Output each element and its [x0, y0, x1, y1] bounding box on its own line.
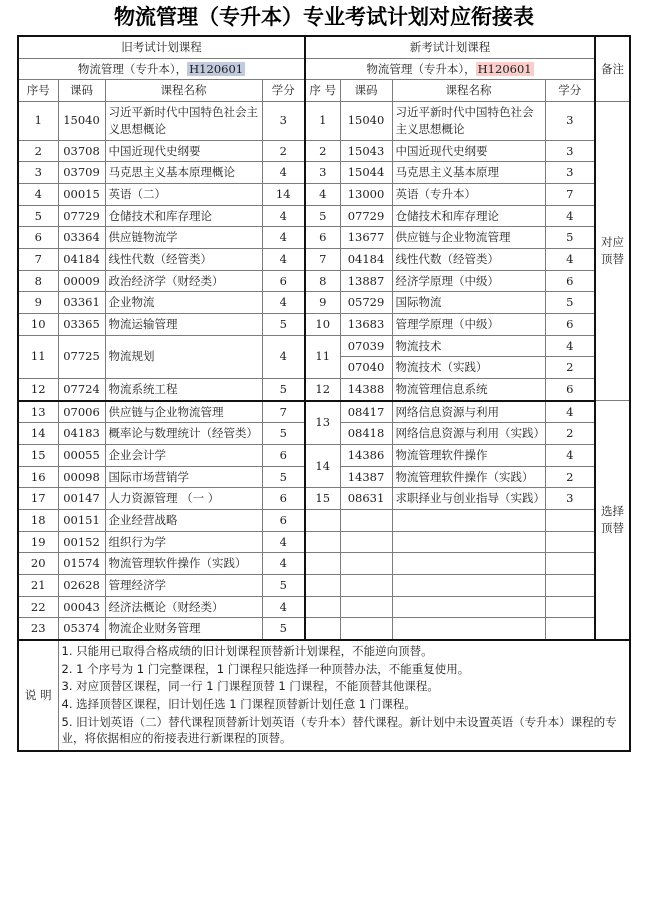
new-credit: 4: [545, 444, 595, 466]
new-name: 物流技术（实践）: [392, 357, 545, 379]
old-name: 习近平新时代中国特色社会主义思想概论: [105, 102, 262, 140]
old-code: 04183: [58, 423, 105, 445]
new-code: [340, 509, 392, 531]
new-name: 英语（专升本）: [392, 183, 545, 205]
old-credit: 6: [262, 444, 305, 466]
table-row: [18, 378, 630, 400]
old-code: 00015: [58, 183, 105, 205]
note-item-4: 4. 选择顶替区课程，旧计划任选 1 门课程顶替新计划任意 1 门课程。: [61, 696, 416, 711]
old-name: 国际市场营销学: [105, 466, 262, 488]
old-seq: 23: [18, 618, 58, 640]
table-row: [18, 140, 630, 162]
old-seq: 18: [18, 509, 58, 531]
old-seq: 6: [18, 227, 58, 249]
old-name: 企业会计学: [105, 444, 262, 466]
old-name: 马克思主义基本原理概论: [105, 162, 262, 184]
old-seq: 15: [18, 444, 58, 466]
old-credit: 4: [262, 531, 305, 553]
new-name: 管理学原理（中级）: [392, 313, 545, 335]
old-code: 15040: [58, 102, 105, 140]
old-code: 03361: [58, 292, 105, 314]
old-credit: 4: [262, 227, 305, 249]
old-name: 组织行为学: [105, 531, 262, 553]
new-plan-code: H120601: [477, 61, 532, 76]
course-articulation-table: [17, 35, 631, 752]
old-credit: 14: [262, 183, 305, 205]
new-name: 供应链与企业物流管理: [392, 227, 545, 249]
table-row: [18, 509, 630, 531]
old-code: 00055: [58, 444, 105, 466]
note-item-2: 2. 1 个序号为 1 门完整课程，1 门课程只能选择一种顶替办法，不能重复使用。: [61, 661, 470, 676]
new-code: 08631: [340, 488, 392, 510]
new-name: 线性代数（经管类）: [392, 248, 545, 270]
old-credit: 5: [262, 313, 305, 335]
old-credit: 5: [262, 423, 305, 445]
old-name: 政治经济学（财经类）: [105, 270, 262, 292]
old-seq: 19: [18, 531, 58, 553]
old-code: 03365: [58, 313, 105, 335]
new-code: 15044: [340, 162, 392, 184]
new-credit: 6: [545, 270, 595, 292]
old-code: 07725: [58, 335, 105, 378]
old-credit: 6: [262, 488, 305, 510]
old-code: 07729: [58, 205, 105, 227]
table-row: [18, 183, 630, 205]
new-credit: [545, 574, 595, 596]
notes-row: [18, 640, 630, 751]
old-name: 物流系统工程: [105, 378, 262, 400]
new-credit: 6: [545, 313, 595, 335]
old-credit: 4: [262, 162, 305, 184]
new-code: 13887: [340, 270, 392, 292]
new-code: [340, 553, 392, 575]
new-credit: 4: [545, 335, 595, 357]
new-credit: 3: [545, 102, 595, 140]
new-credit: 5: [545, 227, 595, 249]
new-name: [392, 596, 545, 618]
old-credit: 5: [262, 618, 305, 640]
old-name: 供应链与企业物流管理: [105, 401, 262, 423]
old-seq: 14: [18, 423, 58, 445]
old-code: 01574: [58, 553, 105, 575]
plan-name-row: [18, 58, 630, 80]
new-credit: [545, 618, 595, 640]
old-seq: 11: [18, 335, 58, 378]
new-code: [340, 596, 392, 618]
new-plan-name: 物流管理（专升本），: [366, 61, 476, 76]
new-seq: [305, 509, 340, 531]
table-row: [18, 292, 630, 314]
new-credit: 2: [545, 357, 595, 379]
new-code: 15043: [340, 140, 392, 162]
new-code: 14388: [340, 378, 392, 400]
old-plan-group-header: 旧考试计划课程: [18, 36, 305, 58]
old-plan-name-cell: [18, 58, 305, 80]
new-code: 05729: [340, 292, 392, 314]
table-row: [18, 248, 630, 270]
group-header-row: [18, 36, 630, 58]
col-header-old-code: 课码: [58, 80, 105, 102]
old-name: 仓储技术和库存理论: [105, 205, 262, 227]
old-credit: 6: [262, 509, 305, 531]
note-item-5: 5. 旧计划英语（二）替代课程顶替新计划英语（专升本）替代课程。新计划中未设置英语（专升本）课程的专业，将依据相应的衔接表进行新课程的顶替。: [61, 714, 617, 746]
col-header-old-credit: 学分: [262, 80, 305, 102]
new-code: 08418: [340, 423, 392, 445]
table-row: [18, 102, 630, 140]
old-name: 供应链物流学: [105, 227, 262, 249]
old-seq: 9: [18, 292, 58, 314]
old-seq: 17: [18, 488, 58, 510]
old-name: 企业物流: [105, 292, 262, 314]
new-code: 07729: [340, 205, 392, 227]
page-title: 物流管理（专升本）专业考试计划对应衔接表: [114, 5, 534, 29]
notes-label: 说 明: [18, 640, 58, 751]
old-code: 07006: [58, 401, 105, 423]
notes-body: [58, 640, 630, 751]
old-code: 00098: [58, 466, 105, 488]
old-name: 人力资源管理 （一 ）: [105, 488, 262, 510]
new-credit: [545, 553, 595, 575]
old-seq: 12: [18, 378, 58, 400]
old-seq: 8: [18, 270, 58, 292]
table-row: [18, 205, 630, 227]
new-name: 中国近现代史纲要: [392, 140, 545, 162]
old-code: 07724: [58, 378, 105, 400]
new-credit: 3: [545, 488, 595, 510]
new-code: 04184: [340, 248, 392, 270]
old-seq: 21: [18, 574, 58, 596]
new-code: [340, 574, 392, 596]
remark-column-header: 备注: [595, 36, 630, 102]
table-row: [18, 553, 630, 575]
new-name: 物流技术: [392, 335, 545, 357]
old-code: 00043: [58, 596, 105, 618]
new-credit: 6: [545, 378, 595, 400]
old-credit: 4: [262, 248, 305, 270]
old-credit: 3: [262, 102, 305, 140]
new-code: 15040: [340, 102, 392, 140]
old-seq: 5: [18, 205, 58, 227]
new-code: 13677: [340, 227, 392, 249]
new-name: 物流管理软件操作: [392, 444, 545, 466]
col-header-old-seq: 序号: [18, 80, 58, 102]
new-credit: 3: [545, 162, 595, 184]
note-item-1: 1. 只能用已取得合格成绩的旧计划课程顶替新计划课程，不能逆向顶替。: [61, 643, 433, 658]
old-code: 00151: [58, 509, 105, 531]
old-credit: 6: [262, 270, 305, 292]
new-name: [392, 509, 545, 531]
new-seq: [305, 531, 340, 553]
new-code: 08417: [340, 401, 392, 423]
old-code: 03364: [58, 227, 105, 249]
new-credit: 3: [545, 140, 595, 162]
new-seq: [305, 618, 340, 640]
table-row: [18, 401, 630, 423]
old-credit: 5: [262, 574, 305, 596]
new-name: 网络信息资源与利用（实践）: [392, 423, 545, 445]
old-code: 03708: [58, 140, 105, 162]
new-seq: 5: [305, 205, 340, 227]
old-credit: 5: [262, 378, 305, 400]
new-seq: 11: [305, 335, 340, 378]
old-name: 线性代数（经管类）: [105, 248, 262, 270]
remark-optional: 选择 顶替: [595, 401, 630, 640]
new-code: 07039: [340, 335, 392, 357]
new-seq: 7: [305, 248, 340, 270]
table-row: [18, 162, 630, 184]
old-code: 02628: [58, 574, 105, 596]
new-credit: [545, 509, 595, 531]
table-row: [18, 227, 630, 249]
new-credit: 4: [545, 401, 595, 423]
old-seq: 10: [18, 313, 58, 335]
new-seq: 2: [305, 140, 340, 162]
new-code: 14387: [340, 466, 392, 488]
table-row: [18, 313, 630, 335]
old-credit: 4: [262, 292, 305, 314]
old-credit: 2: [262, 140, 305, 162]
col-header-new-code: 课码: [340, 80, 392, 102]
old-name: 管理经济学: [105, 574, 262, 596]
table-row: [18, 618, 630, 640]
new-seq: 3: [305, 162, 340, 184]
table-row: [18, 488, 630, 510]
new-name: [392, 553, 545, 575]
old-code: 00009: [58, 270, 105, 292]
old-credit: 4: [262, 596, 305, 618]
column-header-row: [18, 80, 630, 102]
old-name: 物流运输管理: [105, 313, 262, 335]
old-code: 05374: [58, 618, 105, 640]
new-credit: [545, 596, 595, 618]
new-code: 13000: [340, 183, 392, 205]
table-row: [18, 574, 630, 596]
table-body: [18, 36, 630, 751]
new-name: 物流管理软件操作（实践）: [392, 466, 545, 488]
col-header-new-name: 课程名称: [392, 80, 545, 102]
old-credit: 5: [262, 466, 305, 488]
new-code: [340, 531, 392, 553]
old-plan-name: 物流管理（专升本），: [77, 61, 188, 76]
old-seq: 16: [18, 466, 58, 488]
table-row: [18, 596, 630, 618]
new-seq: 12: [305, 378, 340, 400]
new-name: 物流管理信息系统: [392, 378, 545, 400]
new-name: 马克思主义基本原理: [392, 162, 545, 184]
old-name: 物流企业财务管理: [105, 618, 262, 640]
old-name: 英语（二）: [105, 183, 262, 205]
new-seq: [305, 553, 340, 575]
old-name: 经济法概论（财经类）: [105, 596, 262, 618]
col-header-new-seq: 序 号: [305, 80, 340, 102]
new-credit: 4: [545, 205, 595, 227]
old-name: 物流规划: [105, 335, 262, 378]
new-code: 07040: [340, 357, 392, 379]
new-credit: 7: [545, 183, 595, 205]
old-seq: 20: [18, 553, 58, 575]
table-row: [18, 335, 630, 357]
new-seq: 13: [305, 401, 340, 445]
new-name: 求职择业与创业指导（实践）: [392, 488, 545, 510]
new-seq: 8: [305, 270, 340, 292]
old-seq: 13: [18, 401, 58, 423]
new-code: 14386: [340, 444, 392, 466]
new-seq: [305, 574, 340, 596]
old-name: 物流管理软件操作（实践）: [105, 553, 262, 575]
old-seq: 4: [18, 183, 58, 205]
table-row: [18, 531, 630, 553]
col-header-new-credit: 学分: [545, 80, 595, 102]
old-plan-code: H120601: [189, 61, 244, 76]
new-name: 仓储技术和库存理论: [392, 205, 545, 227]
new-seq: 10: [305, 313, 340, 335]
old-seq: 1: [18, 102, 58, 140]
new-name: [392, 574, 545, 596]
old-code: 03709: [58, 162, 105, 184]
new-name: [392, 618, 545, 640]
new-name: [392, 531, 545, 553]
new-credit: 2: [545, 466, 595, 488]
old-seq: 3: [18, 162, 58, 184]
new-seq: [305, 596, 340, 618]
old-code: 00147: [58, 488, 105, 510]
new-plan-name-cell: [305, 58, 595, 80]
new-name: 经济学原理（中级）: [392, 270, 545, 292]
old-name: 中国近现代史纲要: [105, 140, 262, 162]
new-seq: 4: [305, 183, 340, 205]
new-name: 网络信息资源与利用: [392, 401, 545, 423]
old-credit: 4: [262, 205, 305, 227]
old-seq: 2: [18, 140, 58, 162]
old-credit: 7: [262, 401, 305, 423]
old-name: 概率论与数理统计（经管类）: [105, 423, 262, 445]
new-seq: 14: [305, 444, 340, 487]
new-credit: 5: [545, 292, 595, 314]
table-row: [18, 270, 630, 292]
old-seq: 22: [18, 596, 58, 618]
new-name: 习近平新时代中国特色社会主义思想概论: [392, 102, 545, 140]
new-seq: 15: [305, 488, 340, 510]
old-code: 00152: [58, 531, 105, 553]
new-code: 13683: [340, 313, 392, 335]
table-row: [18, 444, 630, 466]
old-code: 04184: [58, 248, 105, 270]
col-header-old-name: 课程名称: [105, 80, 262, 102]
old-credit: 4: [262, 553, 305, 575]
new-seq: 9: [305, 292, 340, 314]
new-plan-group-header: 新考试计划课程: [305, 36, 595, 58]
new-credit: 4: [545, 248, 595, 270]
new-credit: [545, 531, 595, 553]
old-name: 企业经营战略: [105, 509, 262, 531]
new-name: 国际物流: [392, 292, 545, 314]
new-code: [340, 618, 392, 640]
remark-corresponding: 对应 顶替: [595, 102, 630, 401]
note-item-3: 3. 对应顶替区课程，同一行 1 门课程顶替 1 门课程，不能顶替其他课程。: [61, 679, 439, 694]
new-seq: 1: [305, 102, 340, 140]
new-seq: 6: [305, 227, 340, 249]
old-seq: 7: [18, 248, 58, 270]
new-credit: 2: [545, 423, 595, 445]
old-credit: 4: [262, 335, 305, 378]
